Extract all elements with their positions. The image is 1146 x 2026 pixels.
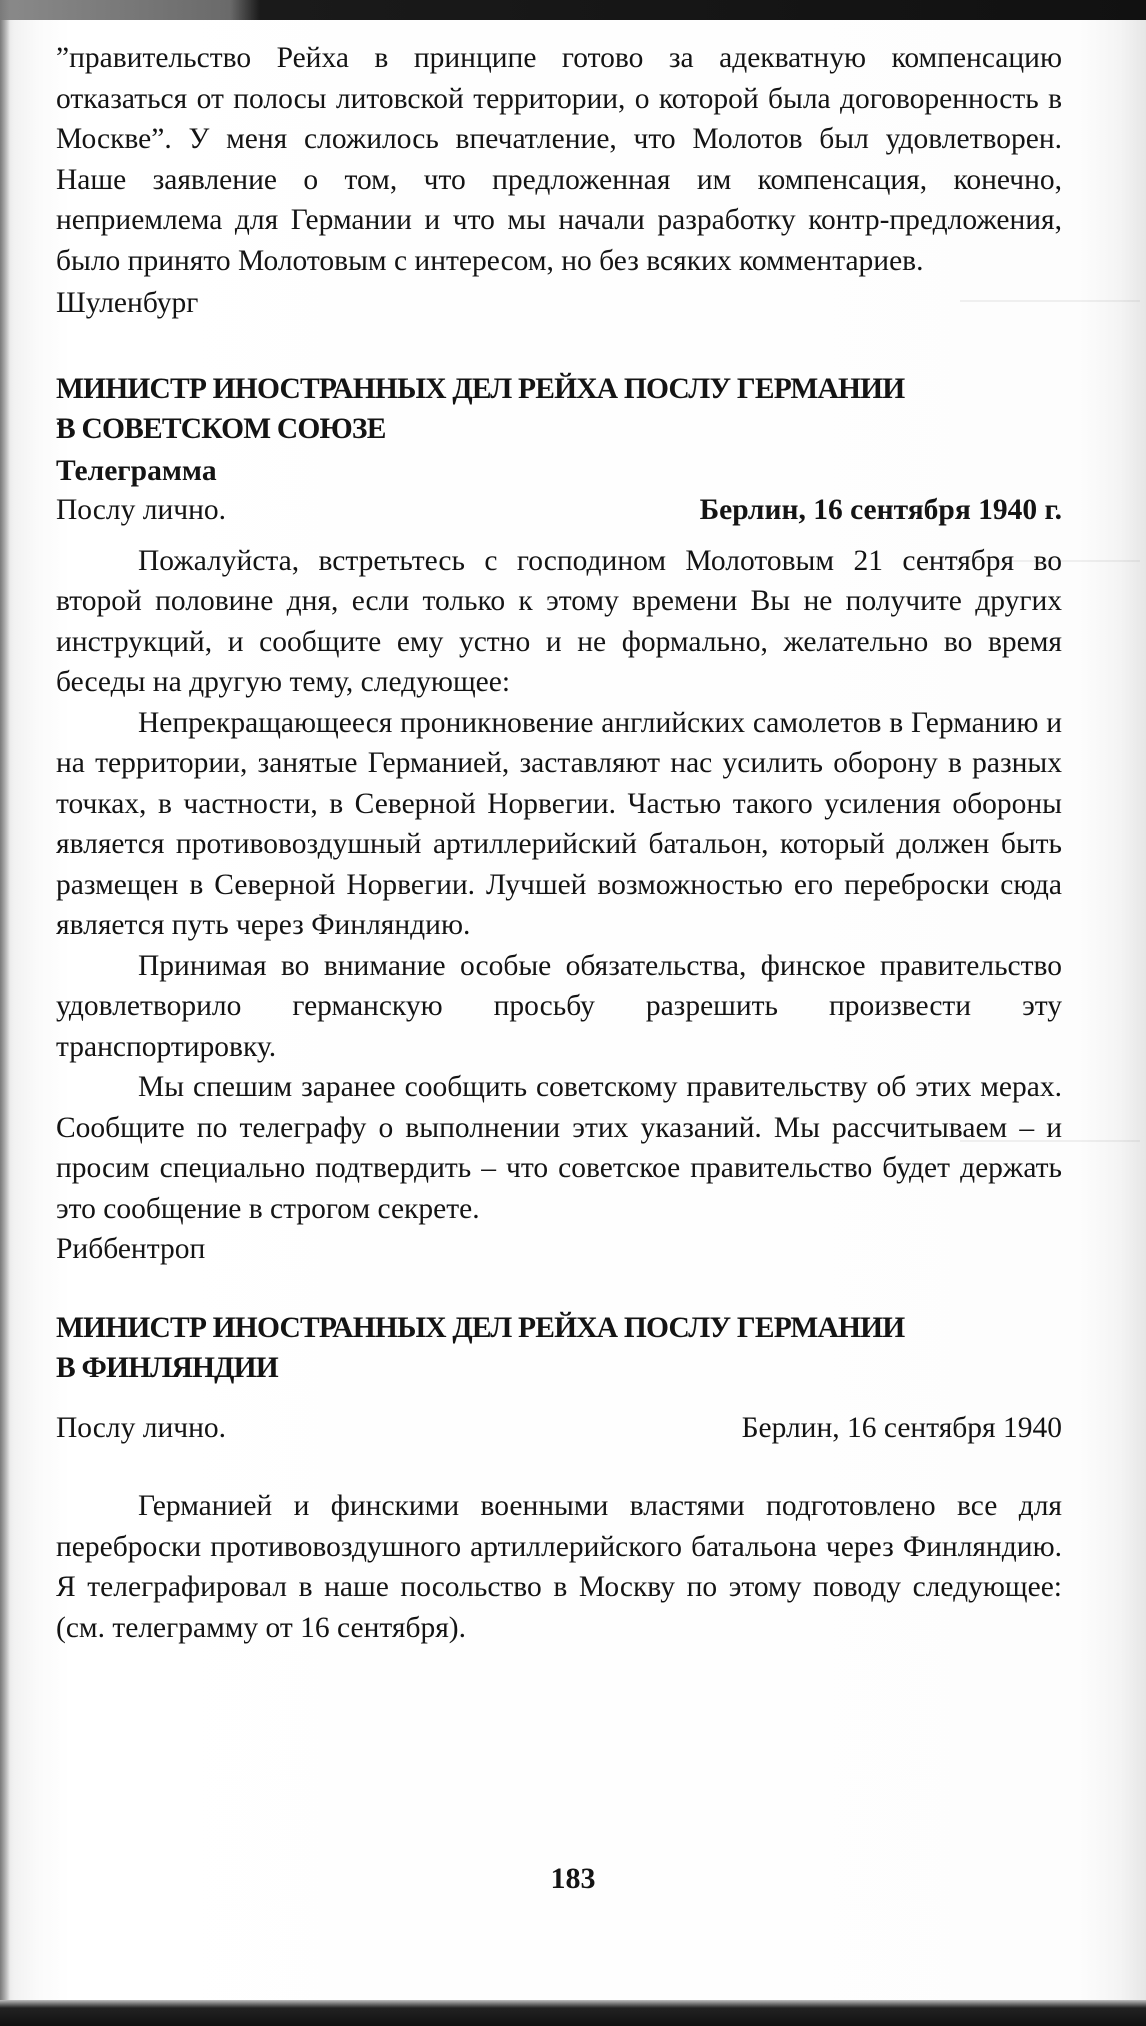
doc1-subheading: Телеграмма — [56, 454, 217, 487]
page-number: 183 — [550, 1862, 596, 1895]
scan-top-edge — [0, 0, 1146, 20]
signature-ribbentrop: Риббентроп — [56, 1233, 206, 1265]
doc1-paragraph-1: Пожалуйста, встретьтесь с господином Молотовым 21 сентября во второй половине дня, если только к этому времени Вы не получите других инструкций, и сообщите ему устно и не формально, желательно во время беседы на другую тему, следующее: — [56, 544, 1062, 698]
doc1-paragraph-4: Мы спешим заранее сообщить советскому правительству об этих мерах. Сообщите по телеграфу о выполнении этих указаний. Мы рассчитываем – и просим специально подтвердить – что советское правительство будет держать это сообщение в строгом секрете. — [56, 1071, 1062, 1225]
doc1-place-date: Берлин, 16 сентября 1940 г. — [699, 494, 1062, 526]
doc1-paragraph-3: Принимая во внимание особые обязательства, финское правительство удовлетворило германскую просьбу разрешить произвести эту транспортировку. — [56, 949, 1062, 1063]
doc2-paragraph: Германией и финскими военными властями подготовлено все для переброски противовоздушного артиллерийского батальона через Финляндию. Я телеграфировал в наше посольство в Москву по этому поводу следующее: (см. телеграмму от 16 сентября). — [56, 1490, 1062, 1644]
page-content — [56, 38, 1062, 1648]
doc2-place-date: Берлин, 16 сентября 1940 — [741, 1411, 1062, 1444]
doc1-dateline — [56, 490, 1062, 531]
doc2-to-whom: Послу лично. — [56, 1411, 226, 1444]
doc2-heading-line1: МИНИСТР ИНОСТРАННЫХ ДЕЛ РЕЙХА ПОСЛУ ГЕРМАНИИ — [56, 1311, 905, 1344]
signature-schulenburg: Шуленбург — [56, 287, 199, 319]
scan-binding-shadow — [0, 0, 10, 2026]
intro-paragraph: ”правительство Рейха в принципе готово за адекватную компенсацию отказаться от полосы литовской территории, о которой была договоренность в Москве”. У меня сложилось впечатление, что Молотов был удовлетворен. Наше заявление о том, что предложенная им компенсация, конечно, неприемлема для Германии и что мы начали разработку контр-предложения, было принято Молотовым с интересом, но без всяких комментариев. — [56, 42, 1062, 277]
doc1-to-whom: Послу лично. — [56, 494, 226, 526]
doc1-paragraph-2: Непрекращающееся проникновение английских самолетов в Германию и на территории, занятые Германией, заставляют нас усилить оборону в разных точках, в частности, в Северной Норвегии. Частью такого усиления обороны является противовоздушный артиллерийский батальон, который должен быть размещен в Северной Норвегии. Лучшей возможностью его переброски сюда является путь через Финляндию. — [56, 706, 1062, 941]
scan-bottom-edge — [0, 2000, 1146, 2026]
doc1-heading-line2: В СОВЕТСКОМ СОЮЗЕ — [56, 412, 386, 445]
doc2-heading-line2: В ФИНЛЯНДИИ — [56, 1351, 278, 1384]
doc1-heading-line1: МИНИСТР ИНОСТРАННЫХ ДЕЛ РЕЙХА ПОСЛУ ГЕРМАНИИ — [56, 372, 905, 405]
doc2-dateline — [56, 1408, 1062, 1449]
